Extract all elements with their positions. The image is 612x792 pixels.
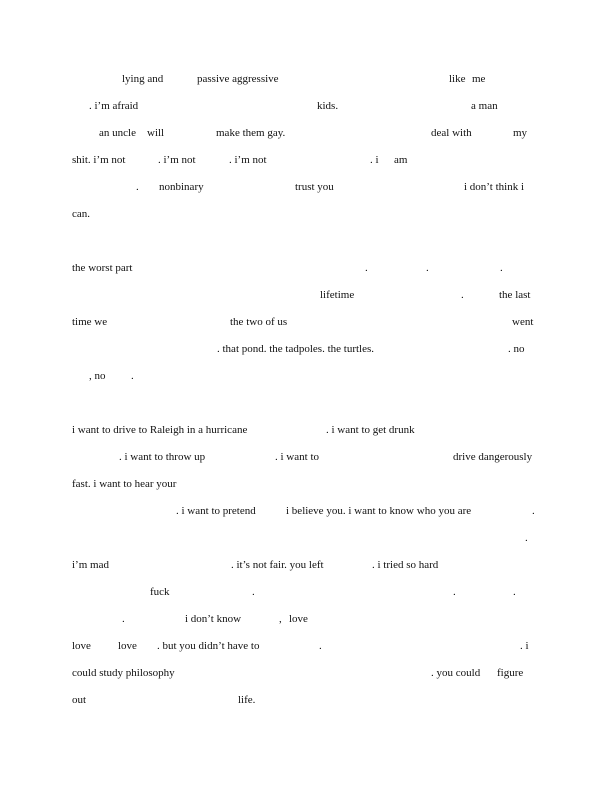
text-fragment: . i’m not bbox=[158, 154, 196, 166]
text-fragment: fast. i want to hear your bbox=[72, 478, 177, 490]
text-fragment: a man bbox=[471, 100, 498, 112]
text-fragment: love bbox=[72, 640, 91, 652]
text-fragment: . you could bbox=[431, 667, 481, 679]
text-fragment: . i bbox=[370, 154, 379, 166]
text-fragment: . i want to get drunk bbox=[326, 424, 415, 436]
text-fragment: passive aggressive bbox=[197, 73, 279, 85]
text-fragment: my bbox=[513, 127, 528, 139]
text-fragment: . no bbox=[508, 343, 525, 355]
text-fragment: , no bbox=[89, 370, 106, 382]
text-fragment: . it’s not fair. you left bbox=[231, 559, 324, 571]
text-fragment: time we bbox=[72, 316, 108, 328]
text-fragment: . bbox=[131, 370, 134, 382]
text-fragment: can. bbox=[72, 208, 91, 220]
text-fragment: . bbox=[532, 505, 535, 517]
text-fragment: , bbox=[279, 613, 282, 625]
text-fragment: . bbox=[500, 262, 503, 274]
text-fragment: . bbox=[122, 613, 125, 625]
text-fragment: went bbox=[512, 316, 534, 328]
text-fragment: . i want to bbox=[275, 451, 319, 463]
text-fragment: life. bbox=[238, 694, 256, 706]
text-fragment: . bbox=[136, 181, 139, 193]
text-fragment: love bbox=[289, 613, 308, 625]
text-fragment: i want to drive to Raleigh in a hurricane bbox=[72, 424, 248, 436]
text-fragment: kids. bbox=[317, 100, 339, 112]
text-fragment: . bbox=[319, 640, 322, 652]
text-fragment: . that pond. the tadpoles. the turtles. bbox=[217, 343, 375, 355]
text-fragment: the two of us bbox=[230, 316, 288, 328]
text-fragment: deal with bbox=[431, 127, 472, 139]
text-fragment: i don’t think i bbox=[464, 181, 524, 193]
text-fragment: . i want to throw up bbox=[119, 451, 206, 463]
text-fragment: . i’m not bbox=[229, 154, 267, 166]
text-fragment: . bbox=[252, 586, 255, 598]
text-fragment: . i bbox=[520, 640, 529, 652]
text-fragment: am bbox=[394, 154, 408, 166]
text-fragment: . bbox=[461, 289, 464, 301]
text-fragment: shit. i’m not bbox=[72, 154, 126, 166]
text-fragment: figure bbox=[497, 667, 524, 679]
text-fragment: the worst part bbox=[72, 262, 133, 274]
text-fragment: . bbox=[365, 262, 368, 274]
text-fragment: drive dangerously bbox=[453, 451, 533, 463]
text-fragment: me bbox=[472, 73, 486, 85]
text-fragment: i’m mad bbox=[72, 559, 109, 571]
text-fragment: . bbox=[525, 532, 528, 544]
text-fragment: . i’m afraid bbox=[89, 100, 139, 112]
text-fragment: . i tried so hard bbox=[372, 559, 439, 571]
text-fragment: nonbinary bbox=[159, 181, 204, 193]
text-fragment: . bbox=[453, 586, 456, 598]
text-fragment: out bbox=[72, 694, 87, 706]
text-fragment: the last bbox=[499, 289, 531, 301]
text-fragment: i don’t know bbox=[185, 613, 242, 625]
text-fragment: . bbox=[426, 262, 429, 274]
text-fragment: lying and bbox=[122, 73, 164, 85]
text-fragment: i believe you. i want to know who you are bbox=[286, 505, 472, 517]
text-fragment: make them gay. bbox=[216, 127, 286, 139]
text-fragment: lifetime bbox=[320, 289, 355, 301]
text-fragment: . but you didn’t have to bbox=[157, 640, 260, 652]
text-fragment: will bbox=[147, 127, 165, 139]
text-fragment: . i want to pretend bbox=[176, 505, 256, 517]
text-fragment: love bbox=[118, 640, 137, 652]
text-fragment: like bbox=[449, 73, 466, 85]
text-fragment: . bbox=[513, 586, 516, 598]
text-fragment: could study philosophy bbox=[72, 667, 175, 679]
text-fragment: fuck bbox=[150, 586, 170, 598]
text-fragment: an uncle bbox=[99, 127, 136, 139]
text-fragment: trust you bbox=[295, 181, 334, 193]
